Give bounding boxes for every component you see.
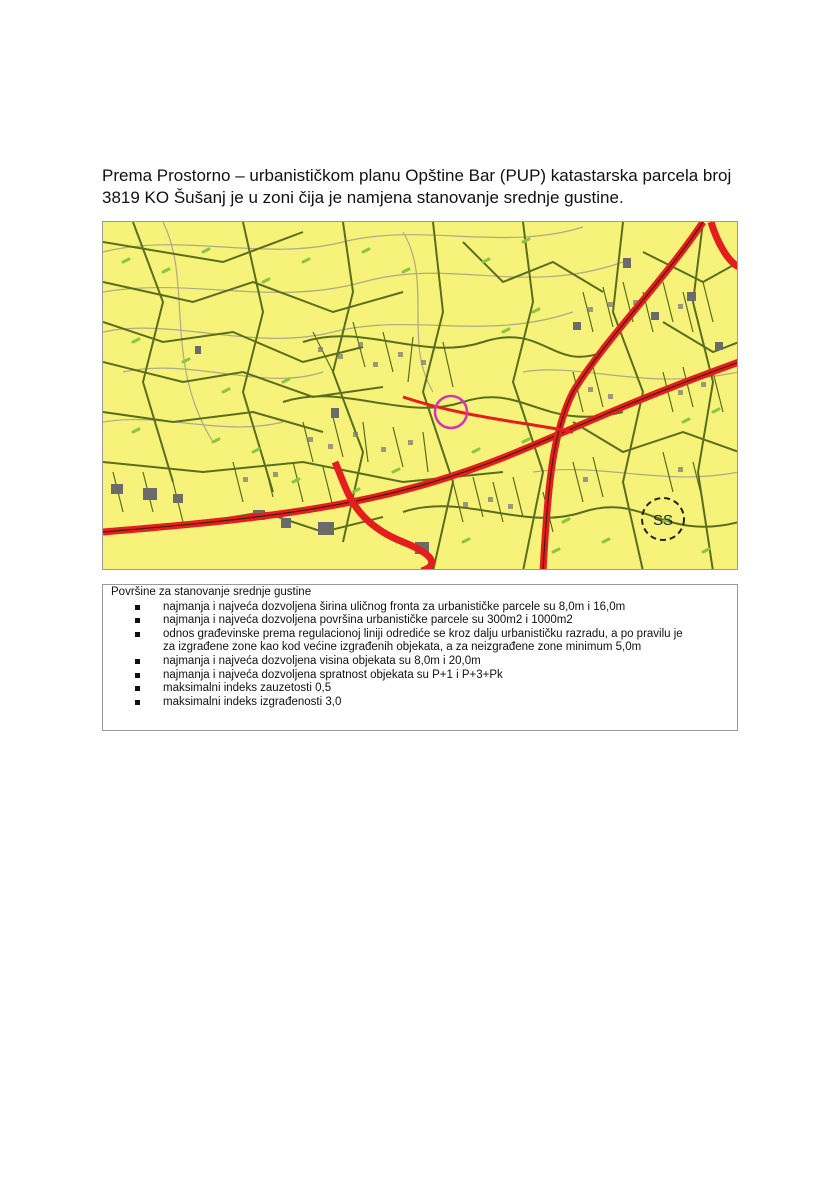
legend-item-street-front: najmanja i najveća dozvoljena širina uličnog fronta za urbanističke parcele su 8,0m i 16,0m [131, 601, 683, 615]
legend-item-height: najmanja i najveća dozvoljena visina objekata su 8,0m i 20,0m [131, 655, 683, 669]
legend-item-building-line: odnos građevinske prema regulacionoj liniji odrediće se kroz dalju urbanističku razradu, a po pravilu je za izgrađene zone kao kod većine izgrađenih objekata, a za neizgrađene zone minimum 5,0m [131, 628, 683, 655]
legend-item-occupancy-index: maksimalni indeks zauzetosti 0,5 [131, 682, 683, 696]
legend-box [102, 584, 738, 731]
ss-symbol-label: SS [652, 512, 674, 529]
zoning-map [102, 221, 738, 570]
intro-paragraph [102, 165, 742, 209]
intro-line-1: Prema Prostorno – urbanističkom planu Opštine Bar (PUP) katastarska parcela broj [102, 166, 732, 185]
legend-item-floors: najmanja i najveća dozvoljena spratnost objekata su P+1 i P+3+Pk [131, 669, 683, 683]
legend-title: Površine za stanovanje srednje gustine [111, 586, 312, 598]
legend-item-construction-index: maksimalni indeks izgrađenosti 3,0 [131, 696, 683, 710]
legend-list [111, 601, 731, 710]
intro-line-2: 3819 KO Šušanj je u zoni čija je namjena stanovanje srednje gustine. [102, 188, 624, 207]
zoning-map-drawing [103, 222, 738, 570]
legend-item-parcel-area: najmanja i najveća dozvoljena površina urbanističke parcele su 300m2 i 1000m2 [131, 614, 683, 628]
